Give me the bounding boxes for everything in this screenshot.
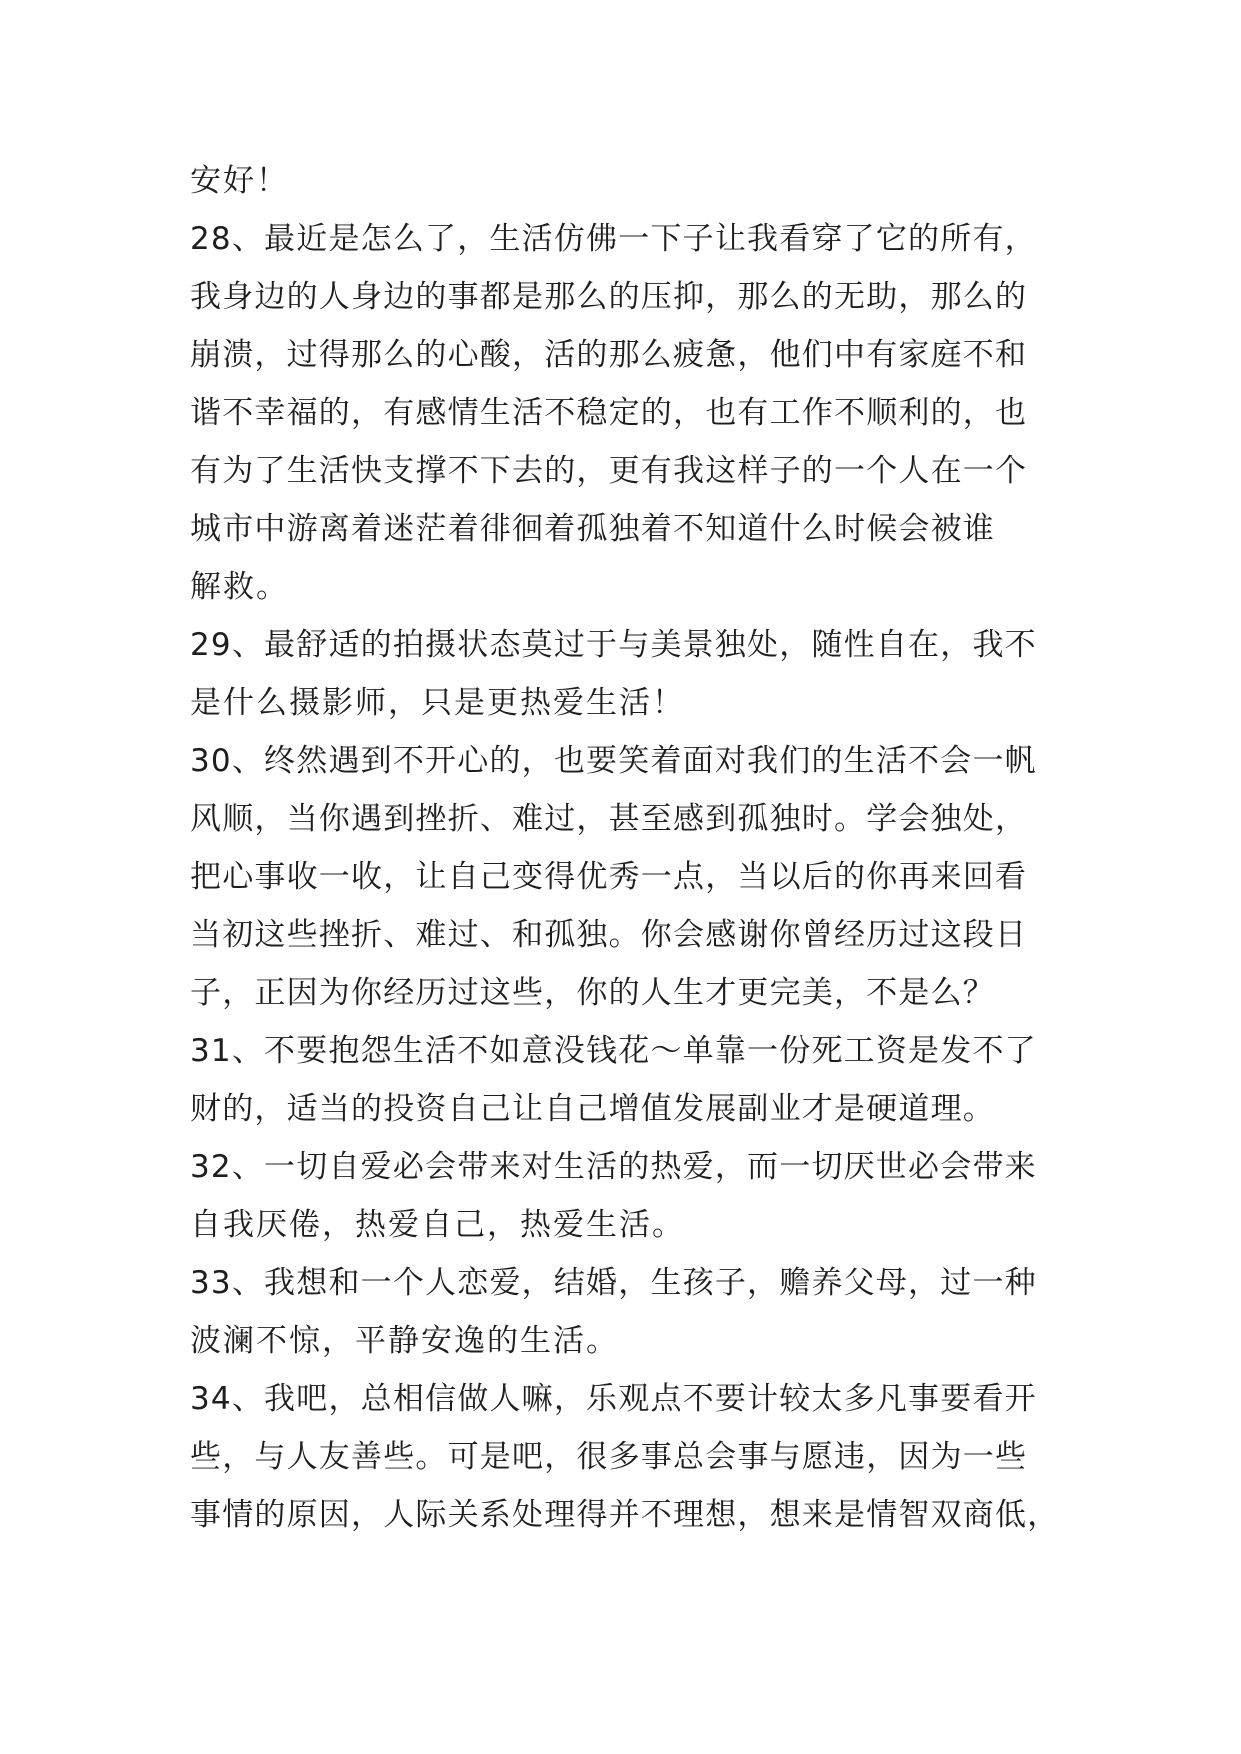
- text-line: 城市中游离着迷茫着徘徊着孤独着不知道什么时候会被谁: [190, 511, 995, 547]
- document-body: [190, 152, 1060, 1544]
- text-line: 34、我吧，总相信做人嘛，乐观点不要计较太多凡事要看开: [190, 1381, 1037, 1417]
- text-line: 财的，适当的投资自己让自己增值发展副业才是硬道理。: [190, 1091, 995, 1127]
- text-line: 波澜不惊，平静安逸的生活。: [190, 1323, 619, 1359]
- text-line: 自我厌倦，热爱自己，热爱生活。: [190, 1207, 685, 1243]
- text-line: 子，正因为你经历过这些，你的人生才更完美，不是么？: [190, 975, 995, 1011]
- text-line: 把心事收一收，让自己变得优秀一点，当以后的你再来回看: [190, 859, 1028, 895]
- text-line: 些，与人友善些。可是吧，很多事总会事与愿违，因为一些: [190, 1439, 1028, 1475]
- text-line: 风顺，当你遇到挫折、难过，甚至感到孤独时。学会独处，: [190, 801, 1028, 837]
- text-line: 安好！: [190, 163, 289, 199]
- text-line: 33、我想和一个人恋爱，结婚，生孩子，赡养父母，过一种: [190, 1265, 1037, 1301]
- text-line: 我身边的人身边的事都是那么的压抑，那么的无助，那么的: [190, 279, 1028, 315]
- text-line: 崩溃，过得那么的心酸，活的那么疲惫，他们中有家庭不和: [190, 337, 1028, 373]
- text-line: 当初这些挫折、难过、和孤独。你会感谢你曾经历过这段日: [190, 917, 1028, 953]
- text-line: 有为了生活快支撑不下去的，更有我这样子的一个人在一个: [190, 453, 1028, 489]
- text-line: 30、终然遇到不开心的，也要笑着面对我们的生活不会一帆: [190, 743, 1037, 779]
- text-line: 32、一切自爱必会带来对生活的热爱，而一切厌世必会带来: [190, 1149, 1037, 1185]
- text-line: 事情的原因，人际关系处理得并不理想，想来是情智双商低，: [190, 1497, 1060, 1533]
- text-line: 谐不幸福的，有感情生活不稳定的，也有工作不顺利的，也: [190, 395, 1028, 431]
- text-line: 31、不要抱怨生活不如意没钱花～单靠一份死工资是发不了: [190, 1033, 1037, 1069]
- text-line: 解救。: [190, 569, 289, 605]
- text-line: 28、最近是怎么了，生活仿佛一下子让我看穿了它的所有，: [190, 221, 1037, 257]
- text-line: 是什么摄影师，只是更热爱生活！: [190, 685, 685, 721]
- text-line: 29、最舒适的拍摄状态莫过于与美景独处，随性自在，我不: [190, 627, 1037, 663]
